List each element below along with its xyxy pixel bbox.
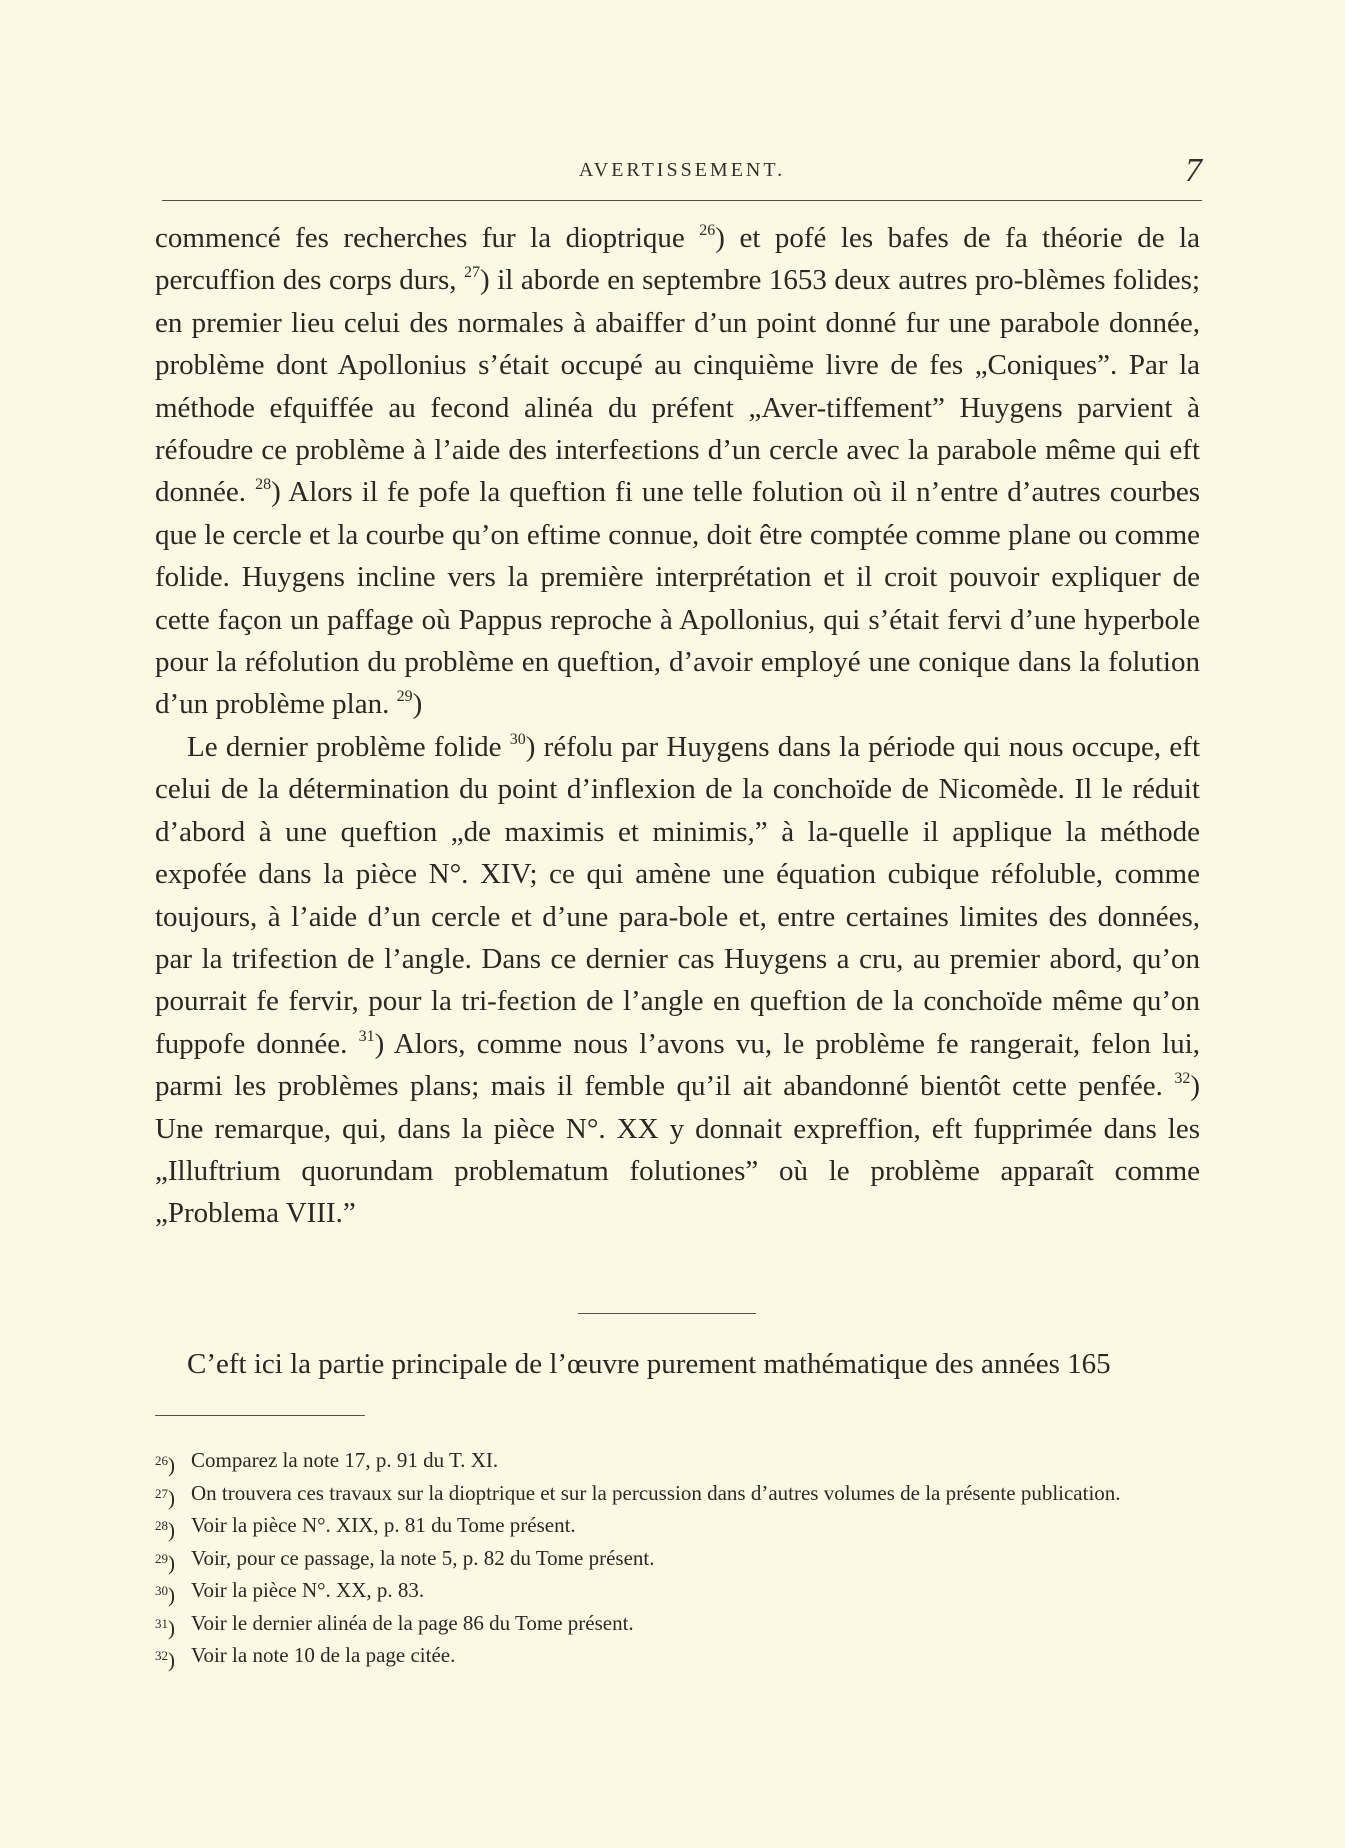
footnotes: [155, 1447, 1205, 1675]
closing-line: C’eft ici la partie principale de l’œuvre purement mathématique des années 165: [187, 1348, 1111, 1380]
footnote: [155, 1480, 1205, 1513]
footnote-text: Comparez la note 17, p. 91 du T. XI.: [191, 1448, 499, 1472]
footnote-text: Voir, pour ce passage, la note 5, p. 82 du Tome présent.: [191, 1545, 655, 1570]
footnote-reference[interactable]: 31: [358, 1027, 375, 1045]
footnote-reference[interactable]: 26: [699, 222, 716, 239]
main-text: [155, 217, 1200, 1235]
page-header: [162, 152, 1202, 204]
footnote: [155, 1545, 1205, 1578]
footnote-marker: $^{27}$): [155, 1485, 175, 1510]
text-run: ) Alors il fe pofe la queftion fi une telle folution où il n’entre d’autres courbes que le cercle et la courbe qu’on eftime connue, doit être comptée comme plane ou comme folide. Huygens incline vers la première interprétation et il croit pouvoir expliquer de cette façon un paffage où Pappus reproche à Apollonius, qui s’était fervi d’une hyperbole pour la réfolution du problème en queftion, d’avoir employé une conique dans la folution d’un problème plan.: [155, 476, 1200, 721]
footnote: [155, 1577, 1205, 1610]
footnote-reference[interactable]: 32: [1174, 1070, 1191, 1088]
text-run: Le dernier problème folide: [187, 730, 510, 763]
footnote-text: On trouvera ces travaux sur la dioptrique et sur la percussion dans d’autres volumes de la présente publication.: [191, 1480, 1121, 1505]
footnote-marker: $^{28}$): [155, 1518, 175, 1542]
text-run: commencé fes recherches fur la dioptrique: [155, 222, 700, 254]
footnote-marker: $^{29}$): [155, 1550, 175, 1575]
footnote: [155, 1447, 1205, 1480]
footnote-marker: $^{31}$): [155, 1615, 175, 1640]
footnote-marker: $^{32}$): [155, 1648, 175, 1672]
text-run: ) il aborde en septembre 1653 deux autres pro-blèmes folides; en premier lieu celui des normales à abaiffer d’un point donné fur une parabole donnée, problème dont Apollonius s’était occupé au cinquième livre de fes „Coniques”. Par la méthode efquiffée au fecond alinéa du préfent „Aver-tiffement” Huygens parvient à réfoudre ce problème à l’aide des interfeɛtions d’un cercle avec la parabole même qui eft donnée.: [155, 264, 1200, 509]
footnote-reference[interactable]: 30: [509, 730, 526, 748]
footnote-marker: $^{26}$): [155, 1453, 175, 1477]
footnote: [155, 1512, 1205, 1545]
footnote: [155, 1642, 1205, 1675]
text-run: ): [412, 688, 423, 721]
text-run: ) Une remarque, qui, dans la pièce N°. XX y donnait expreffion, eft fupprimée dans les „Illuftrium quorundam problematum folutiones” où le problème apparaît comme „Problema VIII.”: [155, 1070, 1200, 1230]
footnote-rule: [155, 1415, 365, 1416]
footnote-text: Voir la pièce N°. XX, p. 83.: [191, 1578, 425, 1602]
page-number: 7: [1185, 152, 1202, 189]
section-divider: [578, 1313, 756, 1314]
footnote-marker: $^{30}$): [155, 1583, 175, 1607]
text-run: ) réfolu par Huygens dans la période qui nous occupe, eft celui de la détermination du point d’inflexion de la conchoïde de Nicomède. Il le réduit d’abord à une queftion „de maximis et minimis,” à la-quelle il applique la méthode expofée dans la pièce N°. XIV; ce qui amène une équation cubique réfoluble, comme toujours, à l’aide d’un cercle et d’une para-bole et, entre certaines limites des données, par la trifeɛtion de l’angle. Dans ce dernier cas Huygens a cru, au premier abord, qu’on pourrait fe fervir, pour la tri-feɛtion de l’angle en queftion de la conchoïde même qu’on fuppofe donnée.: [155, 730, 1200, 1060]
footnote: [155, 1610, 1205, 1643]
running-title: AVERTISSEMENT.: [578, 159, 786, 181]
footnote-text: Voir la pièce N°. XIX, p. 81 du Tome présent.: [191, 1513, 576, 1537]
footnote-text: Voir le dernier alinéa de la page 86 du Tome présent.: [191, 1610, 634, 1635]
paragraph: [155, 726, 1200, 1235]
text-run: ) et pofé les bafes de fa théorie de la percuffion des corps durs,: [155, 222, 1200, 297]
footnote-reference[interactable]: 28: [255, 476, 272, 494]
footnote-reference[interactable]: 29: [396, 688, 413, 706]
footnote-text: Voir la note 10 de la page citée.: [191, 1643, 456, 1667]
header-rule: [162, 200, 1202, 201]
footnote-reference[interactable]: 27: [464, 264, 481, 282]
text-run: ) Alors, comme nous l’avons vu, le problème fe rangerait, felon lui, parmi les problèmes plans; mais il femble qu’il ait abandonné bientôt cette penfée.: [155, 1027, 1200, 1103]
paragraph: [155, 217, 1200, 726]
